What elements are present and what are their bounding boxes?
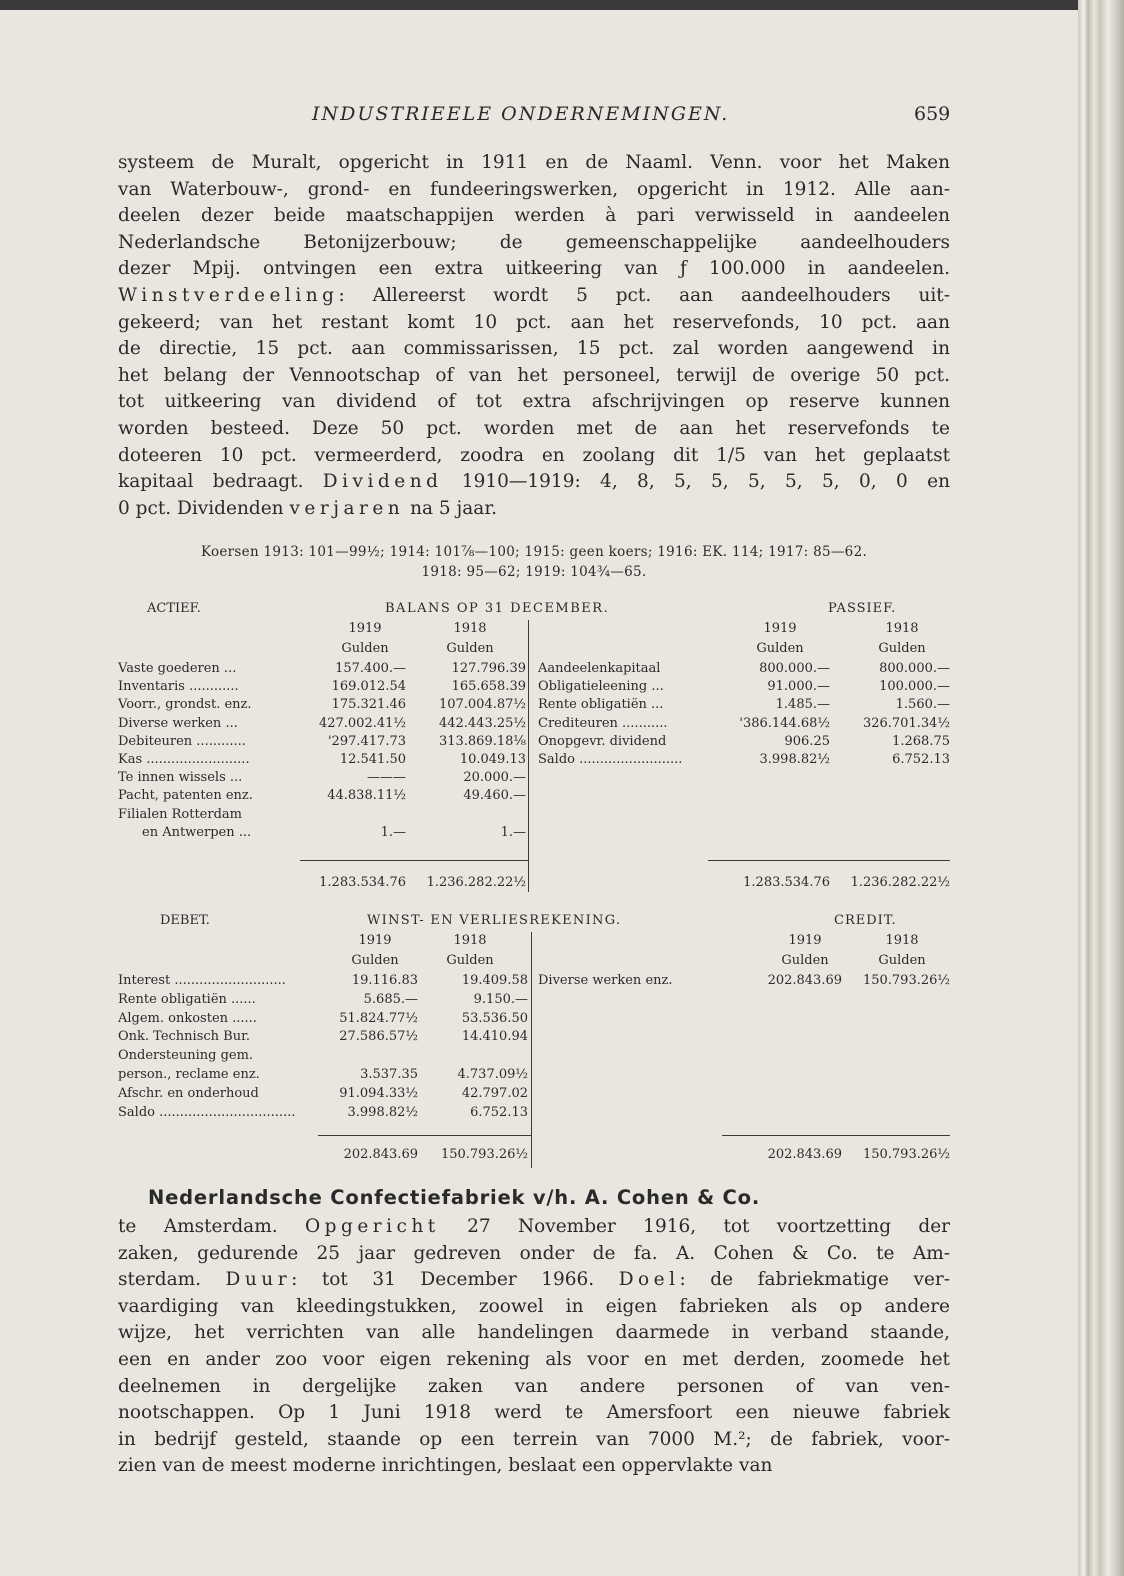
- passiva-row-label: Crediteuren ...........: [538, 715, 668, 731]
- debet-currency-1918: Gulden: [446, 953, 494, 968]
- balance-left-heading: ACTIEF.: [147, 601, 201, 616]
- passiva-currency-1919: Gulden: [756, 641, 804, 656]
- spaced-term: Winstverdeeling: [118, 284, 339, 306]
- activa-row-value-1918: 107.004.87½: [438, 697, 526, 713]
- activa-row-label: Kas .........................: [118, 752, 250, 767]
- text-line: [118, 389, 950, 416]
- debet-row-value-1919: 3.537.35: [360, 1067, 418, 1082]
- activa-row-label: Diverse werken ...: [118, 715, 238, 731]
- text-line: [118, 1214, 950, 1241]
- passiva-row-label: Saldo .........................: [538, 752, 683, 767]
- activa-row-label: Pacht, patenten enz.: [118, 788, 253, 804]
- passiva-total-rule: [708, 860, 950, 861]
- credit-total-1918: 150.793.26½: [862, 1147, 950, 1162]
- activa-row-value-1918: 313.869.18⅛: [438, 733, 526, 749]
- text-line: [118, 230, 950, 257]
- debet-row-label: Onk. Technisch Bur.: [118, 1029, 251, 1045]
- balance-right-heading: PASSIEF.: [828, 601, 897, 616]
- text-run: dezer Mpij. ontvingen een extra uitkeering van ƒ 100.000 in aandeelen.: [118, 258, 950, 280]
- debet-row-label: Ondersteuning gem.: [118, 1048, 254, 1064]
- credit-row-value-1919: 202.843.69: [767, 973, 842, 988]
- text-run: wijze, het verrichten van alle handelingen daarmede in verband staande,: [118, 1322, 950, 1344]
- text-run: systeem de Muralt, opgericht in 1911 en de Naaml. Venn. voor het Maken: [118, 152, 950, 173]
- spaced-term: Dividend: [322, 471, 443, 493]
- text-run: sterdam.: [118, 1269, 226, 1291]
- passiva-row-value-1918: 800.000.—: [879, 661, 950, 676]
- debet-row-value-1918: 9.150.—: [473, 991, 528, 1007]
- passiva-row-value-1919: 91.000.—: [767, 679, 830, 695]
- debet-row-value-1918: 4.737.09½: [457, 1067, 528, 1082]
- debet-year-1918: 1918: [453, 933, 487, 948]
- balance-title: BALANS OP 31 DECEMBER.: [385, 601, 610, 616]
- passiva-row-value-1918: 6.752.13: [892, 752, 950, 767]
- pl-left-heading: DEBET.: [160, 913, 210, 928]
- activa-total-1919: 1.283.534.76: [319, 875, 406, 890]
- text-line: [118, 1427, 950, 1454]
- activa-row-value-1918: 127.796.39: [451, 661, 526, 676]
- debet-row-value-1918: 14.410.94: [461, 1029, 528, 1045]
- passiva-row-label: Obligatieleening ...: [538, 679, 664, 695]
- activa-row-value-1919: 427.002.41½: [318, 715, 406, 731]
- text-line: [118, 1320, 950, 1347]
- text-run: gekeerd; van het restant komt 10 pct. aan het reservefonds, 10 pct. aan: [118, 311, 950, 333]
- text-line: [118, 1267, 950, 1294]
- debet-total-1919: 202.843.69: [343, 1147, 418, 1162]
- text-run: deelen dezer beide maatschappijen werden à pari verwisseld in aandeelen: [118, 205, 950, 227]
- debet-row-label: Saldo .................................: [118, 1104, 296, 1120]
- activa-row-value-1918: 20.000.—: [463, 770, 526, 786]
- text-line: [118, 177, 950, 204]
- text-line: [118, 150, 950, 177]
- debet-total-1918: 150.793.26½: [440, 1147, 528, 1162]
- debet-row-label: Algem. onkosten ......: [118, 1010, 257, 1026]
- running-head-title: INDUSTRIEELE ONDERNEMINGEN.: [312, 103, 730, 125]
- activa-row-label: Filialen Rotterdam: [118, 806, 242, 822]
- passiva-row-value-1919: 3.998.82½: [759, 752, 830, 767]
- activa-row-label: en Antwerpen ...: [142, 824, 252, 840]
- page-top-edge: [0, 0, 1124, 10]
- activa-row-value-1918: 442.443.25½: [438, 715, 526, 731]
- balance-divider: [528, 620, 529, 892]
- credit-year-1918: 1918: [885, 933, 919, 948]
- text-run: : tot 31 December 1966.: [291, 1269, 619, 1291]
- text-run: kapitaal bedraagt.: [118, 471, 323, 493]
- text-line: [118, 1347, 950, 1374]
- passiva-row-value-1918: 100.000.—: [879, 679, 950, 695]
- debet-row-value-1918: 6.752.13: [470, 1104, 528, 1120]
- running-head: [0, 103, 1124, 129]
- text-run: de directie, 15 pct. aan commissarissen, 15 pct. zal worden aangewend in: [118, 338, 950, 360]
- credit-row-label: Diverse werken enz.: [538, 973, 673, 988]
- activa-row-label: Te innen wissels ...: [118, 770, 243, 786]
- paragraph-top: [118, 150, 950, 522]
- text-run: deelnemen in dergelijke zaken van andere personen of van ven-: [118, 1375, 950, 1397]
- debet-currency-1919: Gulden: [351, 953, 399, 968]
- debet-row-value-1918: 19.409.58: [461, 973, 528, 988]
- page-number: 659: [914, 103, 951, 125]
- text-line: [118, 1453, 950, 1480]
- activa-row-value-1919: ———: [367, 770, 406, 786]
- activa-year-1918: 1918: [453, 621, 487, 636]
- text-line: [118, 256, 950, 283]
- debet-row-value-1919: 3.998.82½: [347, 1104, 418, 1120]
- passiva-row-value-1918: 1.268.75: [892, 733, 950, 749]
- text-run: het belang der Vennootschap of van het personeel, terwijl de overige 50 pct.: [118, 364, 950, 386]
- text-line: [118, 443, 950, 470]
- activa-total-1918: 1.236.282.22½: [426, 875, 526, 890]
- activa-row-value-1919: 1.—: [380, 824, 406, 840]
- text-line: [118, 1400, 950, 1427]
- activa-row-value-1918: 1.—: [500, 824, 526, 840]
- passiva-row-label: Aandeelenkapitaal: [538, 661, 661, 676]
- activa-row-label: Vaste goederen ...: [118, 661, 237, 676]
- text-run: 1910—1919: 4, 8, 5, 5, 5, 5, 5, 0, 0 en: [442, 471, 950, 493]
- text-line: [118, 283, 950, 310]
- passiva-row-value-1919: 800.000.—: [759, 661, 830, 676]
- debet-row-value-1919: 51.824.77½: [339, 1010, 418, 1026]
- text-run: doteeren 10 pct. vermeerderd, zoodra en zoolang dit 1/5 van het geplaatst: [118, 444, 950, 466]
- debet-row-value-1918: 42.797.02: [461, 1085, 528, 1101]
- text-run: tot uitkeering van dividend of tot extra afschrijvingen op reserve kunnen: [118, 391, 950, 413]
- debet-row-value-1919: 27.586.57½: [339, 1029, 418, 1045]
- activa-row-value-1919: 169.012.54: [331, 679, 406, 695]
- text-run: te Amsterdam.: [118, 1216, 305, 1237]
- debet-row-value-1919: 5.685.—: [363, 991, 418, 1007]
- pl-divider: [531, 932, 532, 1168]
- debet-row-label: Afschr. en onderhoud: [118, 1085, 259, 1101]
- text-line: [118, 336, 950, 363]
- spaced-term: Opgericht: [304, 1216, 440, 1237]
- text-run: van Waterbouw-, grond- en fundeeringswerken, opgericht in 1912. Alle aan-: [118, 178, 950, 200]
- koersen-line: 1918: 95—62; 1919: 104¾—65.: [421, 564, 647, 580]
- activa-row-value-1919: 157.400.—: [335, 661, 406, 676]
- activa-total-rule: [300, 860, 528, 861]
- activa-row-value-1919: '297.417.73: [327, 733, 406, 749]
- passiva-row-value-1918: 1.560.—: [895, 697, 950, 713]
- activa-row-label: Voorr., grondst. enz.: [118, 697, 252, 713]
- text-line: [118, 416, 950, 443]
- text-line: [118, 1294, 950, 1321]
- text-run: zien van de meest moderne inrichtingen, beslaat een oppervlakte van: [118, 1455, 773, 1477]
- activa-row-value-1919: 12.541.50: [339, 752, 406, 767]
- text-run: zaken, gedurende 25 jaar gedreven onder de fa. A. Cohen & Co. te Am-: [118, 1242, 950, 1264]
- passiva-total-1919: 1.283.534.76: [743, 875, 830, 890]
- passiva-row-value-1919: '386.144.68½: [739, 715, 830, 731]
- debet-row-label: Interest ...........................: [118, 973, 286, 988]
- text-line: [118, 1374, 950, 1401]
- debet-row-label: person., reclame enz.: [118, 1067, 260, 1082]
- debet-row-value-1918: 53.536.50: [461, 1010, 528, 1026]
- text-line: [118, 203, 950, 230]
- spaced-term: verjaren: [289, 497, 405, 519]
- koersen-block: [118, 542, 950, 582]
- text-run: nootschappen. Op 1 Juni 1918 werd te Amersfoort een nieuwe fabriek: [118, 1402, 950, 1424]
- activa-row-label: Debiteuren ............: [118, 733, 246, 749]
- passiva-year-1919: 1919: [763, 621, 797, 636]
- debet-row-value-1919: 91.094.33½: [339, 1085, 418, 1101]
- passiva-row-label: Rente obligatiën ...: [538, 697, 664, 713]
- activa-currency-1918: Gulden: [446, 641, 494, 656]
- debet-row-value-1919: 19.116.83: [351, 973, 418, 988]
- passiva-row-value-1919: 1.485.—: [775, 697, 830, 713]
- passiva-year-1918: 1918: [885, 621, 919, 636]
- text-run: : Allereerst wordt 5 pct. aan aandeelhouders uit-: [338, 284, 950, 306]
- credit-total-rule: [722, 1135, 950, 1136]
- credit-currency-1918: Gulden: [878, 953, 926, 968]
- activa-row-label: Inventaris ............: [118, 679, 239, 695]
- activa-year-1919: 1919: [348, 621, 382, 636]
- book-page-edges: [1078, 0, 1124, 1576]
- spaced-term: Doel: [618, 1269, 680, 1291]
- company-heading: Nederlandsche Confectiefabriek v/h. A. Cohen & Co.: [148, 1186, 761, 1209]
- credit-total-1919: 202.843.69: [767, 1147, 842, 1162]
- activa-row-value-1918: 165.658.39: [451, 679, 526, 695]
- passiva-row-value-1918: 326.701.34½: [862, 715, 950, 731]
- text-run: een en ander zoo voor eigen rekening als voor en met derden, zoomede het: [118, 1348, 950, 1370]
- passiva-row-label: Onopgevr. dividend: [538, 733, 667, 749]
- pl-right-heading: CREDIT.: [834, 913, 897, 928]
- text-line: [118, 310, 950, 337]
- passiva-total-1918: 1.236.282.22½: [850, 875, 950, 890]
- text-run: in bedrijf gesteld, staande op een terrein van 7000 M.²; de fabriek, voor-: [118, 1428, 950, 1450]
- koersen-line: Koersen 1913: 101—99½; 1914: 101⅞—100; 1915: geen koers; 1916: EK. 114; 1917: 85—62.: [200, 544, 868, 560]
- debet-total-rule: [318, 1135, 531, 1136]
- text-run: Nederlandsche Betonijzerbouw; de gemeenschappelijke aandeelhouders: [118, 231, 950, 253]
- activa-row-value-1919: 175.321.46: [331, 697, 406, 713]
- paragraph-company: [118, 1214, 950, 1480]
- text-run: na 5 jaar.: [404, 497, 498, 519]
- text-run: : de fabriekmatige ver-: [679, 1269, 950, 1291]
- text-line: [118, 469, 950, 496]
- passiva-row-value-1919: 906.25: [784, 733, 830, 749]
- activa-row-value-1918: 49.460.—: [463, 788, 526, 804]
- text-run: 27 November 1916, tot voortzetting der: [439, 1216, 951, 1237]
- text-line: [118, 496, 950, 523]
- activa-row-value-1919: 44.838.11½: [327, 788, 406, 804]
- credit-year-1919: 1919: [788, 933, 822, 948]
- debet-year-1919: 1919: [358, 933, 392, 948]
- spaced-term: Duur: [225, 1269, 292, 1291]
- activa-currency-1919: Gulden: [341, 641, 389, 656]
- credit-row-value-1918: 150.793.26½: [862, 973, 950, 988]
- pl-title: WINST- EN VERLIESREKENING.: [367, 913, 622, 928]
- text-line: [118, 363, 950, 390]
- text-line: [118, 1241, 950, 1268]
- text-run: vaardiging van kleedingstukken, zoowel in eigen fabrieken als op andere: [118, 1295, 950, 1317]
- text-run: 0 pct. Dividenden: [118, 497, 290, 519]
- debet-row-label: Rente obligatiën ......: [118, 991, 256, 1007]
- passiva-currency-1918: Gulden: [878, 641, 926, 656]
- text-run: worden besteed. Deze 50 pct. worden met de aan het reservefonds te: [118, 417, 950, 439]
- activa-row-value-1918: 10.049.13: [459, 752, 526, 767]
- credit-currency-1919: Gulden: [781, 953, 829, 968]
